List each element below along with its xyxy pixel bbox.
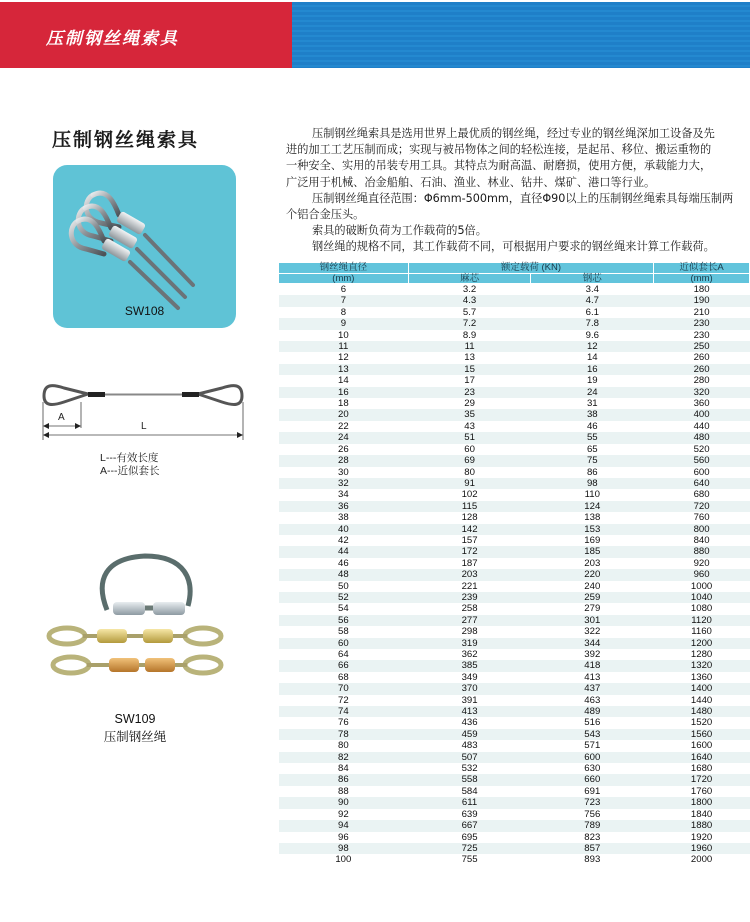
cell-fiber-core: 5.7 [408, 307, 531, 318]
cell-sleeve-length: 1720 [654, 774, 750, 785]
cell-sleeve-length: 840 [654, 535, 750, 546]
cell-steel-core: 723 [531, 797, 654, 808]
cell-steel-core: 9.6 [531, 330, 654, 341]
cell-fiber-core: 725 [408, 843, 531, 854]
table-row [279, 683, 750, 694]
cell-diameter: 9 [279, 318, 409, 329]
cell-steel-core: 437 [531, 683, 654, 694]
table-row [279, 786, 750, 797]
cell-fiber-core: 221 [408, 581, 531, 592]
product-photo-sw108 [53, 165, 236, 328]
table-row [279, 341, 750, 352]
cell-diameter: 44 [279, 546, 409, 557]
cell-steel-core: 138 [531, 512, 654, 523]
cell-diameter: 84 [279, 763, 409, 774]
cell-diameter: 42 [279, 535, 409, 546]
cell-diameter: 74 [279, 706, 409, 717]
cell-diameter: 88 [279, 786, 409, 797]
dimension-label-a: A [58, 412, 65, 423]
cell-steel-core: 6.1 [531, 307, 654, 318]
cell-steel-core: 543 [531, 729, 654, 740]
cell-fiber-core: 349 [408, 672, 531, 683]
table-row [279, 501, 750, 512]
cell-sleeve-length: 1960 [654, 843, 750, 854]
cell-steel-core: 893 [531, 854, 654, 865]
cell-steel-core: 220 [531, 569, 654, 580]
cell-steel-core: 489 [531, 706, 654, 717]
cell-steel-core: 153 [531, 524, 654, 535]
table-row [279, 432, 750, 443]
cell-sleeve-length: 320 [654, 387, 750, 398]
cell-sleeve-length: 230 [654, 330, 750, 341]
cell-fiber-core: 755 [408, 854, 531, 865]
banner-red-block [0, 2, 292, 68]
table-row [279, 706, 750, 717]
sling-dimension-diagram [38, 378, 248, 458]
cell-steel-core: 322 [531, 626, 654, 637]
cell-diameter: 60 [279, 638, 409, 649]
table-row [279, 512, 750, 523]
cell-fiber-core: 172 [408, 546, 531, 557]
header-sleeve-length: 近似套长A [654, 263, 750, 274]
cell-diameter: 64 [279, 649, 409, 660]
cell-sleeve-length: 1360 [654, 672, 750, 683]
cell-fiber-core: 8.9 [408, 330, 531, 341]
desc-line: 进的加工工艺压制而成；实现与被吊物体之间的轻松连接，是起吊、移位、搬运重物的 [286, 143, 712, 157]
table-row [279, 489, 750, 500]
cell-sleeve-length: 1920 [654, 832, 750, 843]
cell-sleeve-length: 760 [654, 512, 750, 523]
cell-diameter: 6 [279, 284, 409, 296]
cell-diameter: 96 [279, 832, 409, 843]
cell-steel-core: 16 [531, 364, 654, 375]
sw109-model: SW109 [114, 712, 156, 726]
cell-diameter: 11 [279, 341, 409, 352]
cell-diameter: 80 [279, 740, 409, 751]
cell-fiber-core: 362 [408, 649, 531, 660]
cell-diameter: 8 [279, 307, 409, 318]
cell-fiber-core: 436 [408, 717, 531, 728]
cell-fiber-core: 558 [408, 774, 531, 785]
table-row [279, 318, 750, 329]
cell-diameter: 16 [279, 387, 409, 398]
cell-fiber-core: 507 [408, 752, 531, 763]
cell-steel-core: 691 [531, 786, 654, 797]
table-row [279, 763, 750, 774]
cell-diameter: 94 [279, 820, 409, 831]
cell-fiber-core: 142 [408, 524, 531, 535]
cell-sleeve-length: 1880 [654, 820, 750, 831]
cell-sleeve-length: 1440 [654, 695, 750, 706]
cell-sleeve-length: 1480 [654, 706, 750, 717]
cell-sleeve-length: 1800 [654, 797, 750, 808]
table-row [279, 581, 750, 592]
table-row [279, 546, 750, 557]
cell-diameter: 20 [279, 409, 409, 420]
table-row [279, 603, 750, 614]
cell-sleeve-length: 1760 [654, 786, 750, 797]
product-description [286, 126, 750, 256]
table-row [279, 638, 750, 649]
cell-sleeve-length: 560 [654, 455, 750, 466]
cell-sleeve-length: 1080 [654, 603, 750, 614]
cell-fiber-core: 51 [408, 432, 531, 443]
cell-steel-core: 185 [531, 546, 654, 557]
cell-fiber-core: 391 [408, 695, 531, 706]
cell-diameter: 36 [279, 501, 409, 512]
table-row [279, 832, 750, 843]
cell-sleeve-length: 600 [654, 467, 750, 478]
cell-sleeve-length: 1640 [654, 752, 750, 763]
cell-diameter: 12 [279, 352, 409, 363]
legend-item-a: A---近似套长 [100, 465, 160, 477]
page-title: 压制钢丝绳索具 [52, 129, 200, 151]
cell-sleeve-length: 1600 [654, 740, 750, 751]
cell-diameter: 18 [279, 398, 409, 409]
cell-sleeve-length: 1520 [654, 717, 750, 728]
cell-fiber-core: 69 [408, 455, 531, 466]
cell-fiber-core: 239 [408, 592, 531, 603]
cell-fiber-core: 258 [408, 603, 531, 614]
cell-fiber-core: 4.3 [408, 295, 531, 306]
cell-sleeve-length: 680 [654, 489, 750, 500]
dimension-label-l: L [141, 421, 147, 432]
cell-fiber-core: 187 [408, 558, 531, 569]
table-row [279, 352, 750, 363]
table-row [279, 854, 750, 865]
cell-fiber-core: 23 [408, 387, 531, 398]
cell-steel-core: 516 [531, 717, 654, 728]
cell-diameter: 86 [279, 774, 409, 785]
table-row [279, 455, 750, 466]
cell-fiber-core: 584 [408, 786, 531, 797]
table-row [279, 797, 750, 808]
desc-line: 钢丝绳的规格不同，其工作载荷不同，可根据用户要求的钢丝绳来计算工作载荷。 [312, 240, 715, 254]
cell-fiber-core: 3.2 [408, 284, 531, 296]
cell-fiber-core: 611 [408, 797, 531, 808]
cell-steel-core: 418 [531, 660, 654, 671]
cell-diameter: 68 [279, 672, 409, 683]
cell-diameter: 46 [279, 558, 409, 569]
cell-diameter: 72 [279, 695, 409, 706]
cell-diameter: 92 [279, 809, 409, 820]
cell-sleeve-length: 1200 [654, 638, 750, 649]
cell-steel-core: 823 [531, 832, 654, 843]
table-row [279, 649, 750, 660]
cell-steel-core: 4.7 [531, 295, 654, 306]
grommet-loop-icon [102, 556, 190, 610]
cell-diameter: 38 [279, 512, 409, 523]
cell-sleeve-length: 230 [654, 318, 750, 329]
cell-fiber-core: 277 [408, 615, 531, 626]
cell-diameter: 78 [279, 729, 409, 740]
photo-caption-sw108: SW108 [124, 304, 165, 318]
cell-steel-core: 203 [531, 558, 654, 569]
cell-steel-core: 789 [531, 820, 654, 831]
cell-steel-core: 756 [531, 809, 654, 820]
cell-sleeve-length: 480 [654, 432, 750, 443]
cell-steel-core: 31 [531, 398, 654, 409]
table-row [279, 398, 750, 409]
cell-fiber-core: 667 [408, 820, 531, 831]
table-row [279, 444, 750, 455]
cell-fiber-core: 370 [408, 683, 531, 694]
table-row [279, 615, 750, 626]
cell-steel-core: 392 [531, 649, 654, 660]
sw109-name: 压制钢丝绳 [103, 730, 167, 744]
cell-diameter: 34 [279, 489, 409, 500]
cell-sleeve-length: 520 [654, 444, 750, 455]
cell-steel-core: 259 [531, 592, 654, 603]
cell-sleeve-length: 1280 [654, 649, 750, 660]
cell-sleeve-length: 1840 [654, 809, 750, 820]
cell-fiber-core: 80 [408, 467, 531, 478]
cell-diameter: 28 [279, 455, 409, 466]
cell-sleeve-length: 1000 [654, 581, 750, 592]
spec-table [278, 262, 750, 866]
cell-steel-core: 124 [531, 501, 654, 512]
cell-fiber-core: 17 [408, 375, 531, 386]
cell-sleeve-length: 2000 [654, 854, 750, 865]
cell-fiber-core: 298 [408, 626, 531, 637]
cell-diameter: 54 [279, 603, 409, 614]
cell-sleeve-length: 180 [654, 284, 750, 296]
header-banner [0, 2, 750, 68]
cell-diameter: 13 [279, 364, 409, 375]
cell-steel-core: 65 [531, 444, 654, 455]
table-row [279, 467, 750, 478]
header-sleeve-unit: (mm) [654, 273, 750, 284]
table-row [279, 740, 750, 751]
cell-diameter: 32 [279, 478, 409, 489]
cell-diameter: 22 [279, 421, 409, 432]
cell-fiber-core: 459 [408, 729, 531, 740]
table-row [279, 774, 750, 785]
cell-sleeve-length: 1560 [654, 729, 750, 740]
cell-sleeve-length: 360 [654, 398, 750, 409]
cell-fiber-core: 35 [408, 409, 531, 420]
cell-sleeve-length: 1120 [654, 615, 750, 626]
right-ferrule-icon [182, 392, 199, 397]
cell-steel-core: 279 [531, 603, 654, 614]
cell-fiber-core: 102 [408, 489, 531, 500]
cell-steel-core: 75 [531, 455, 654, 466]
table-row [279, 295, 750, 306]
cell-diameter: 30 [279, 467, 409, 478]
table-row [279, 284, 750, 296]
header-diameter-unit: (mm) [279, 273, 409, 284]
cell-fiber-core: 60 [408, 444, 531, 455]
cell-sleeve-length: 400 [654, 409, 750, 420]
cell-sleeve-length: 260 [654, 364, 750, 375]
table-row [279, 478, 750, 489]
table-row [279, 569, 750, 580]
cell-sleeve-length: 250 [654, 341, 750, 352]
cell-steel-core: 14 [531, 352, 654, 363]
cell-diameter: 82 [279, 752, 409, 763]
cell-sleeve-length: 1040 [654, 592, 750, 603]
cell-diameter: 24 [279, 432, 409, 443]
cell-fiber-core: 7.2 [408, 318, 531, 329]
cell-sleeve-length: 800 [654, 524, 750, 535]
cell-sleeve-length: 260 [654, 352, 750, 363]
cell-steel-core: 301 [531, 615, 654, 626]
cell-fiber-core: 91 [408, 478, 531, 489]
table-row [279, 421, 750, 432]
table-row [279, 672, 750, 683]
cell-steel-core: 46 [531, 421, 654, 432]
cell-sleeve-length: 1400 [654, 683, 750, 694]
cell-steel-core: 55 [531, 432, 654, 443]
table-row [279, 729, 750, 740]
cell-fiber-core: 413 [408, 706, 531, 717]
header-fiber-core: 麻芯 [408, 273, 531, 284]
cell-steel-core: 24 [531, 387, 654, 398]
legend-item-l: L---有效长度 [100, 452, 159, 464]
cell-diameter: 56 [279, 615, 409, 626]
cell-diameter: 10 [279, 330, 409, 341]
cell-fiber-core: 483 [408, 740, 531, 751]
cell-diameter: 7 [279, 295, 409, 306]
table-row [279, 307, 750, 318]
table-row [279, 364, 750, 375]
cell-diameter: 52 [279, 592, 409, 603]
cell-fiber-core: 203 [408, 569, 531, 580]
cell-sleeve-length: 1320 [654, 660, 750, 671]
cell-steel-core: 660 [531, 774, 654, 785]
table-row [279, 752, 750, 763]
cell-steel-core: 98 [531, 478, 654, 489]
header-steel-core: 钢芯 [531, 273, 654, 284]
banner-title: 压制钢丝绳索具 [46, 29, 179, 49]
cell-fiber-core: 115 [408, 501, 531, 512]
cell-diameter: 100 [279, 854, 409, 865]
table-row [279, 695, 750, 706]
desc-line: 广泛用于机械、冶金船舶、石油、渔业、林业、钻井、煤矿、港口等行业。 [286, 175, 656, 189]
table-row [279, 558, 750, 569]
photo-caption-sw109 [60, 710, 210, 746]
cell-steel-core: 240 [531, 581, 654, 592]
cell-steel-core: 600 [531, 752, 654, 763]
cell-fiber-core: 128 [408, 512, 531, 523]
desc-line: 压制钢丝绳索具是选用世界上最优质的钢丝绳，经过专业的钢丝绳深加工设备及先 [312, 127, 715, 140]
desc-line: 压制钢丝绳直径范围：Φ6mm-500mm，直径Φ90以上的压制钢丝绳索具每端压制两 [312, 191, 734, 205]
cell-steel-core: 413 [531, 672, 654, 683]
diagram-legend [100, 452, 160, 478]
table-row [279, 592, 750, 603]
left-eye-loop-icon [44, 386, 88, 405]
cell-diameter: 40 [279, 524, 409, 535]
cell-sleeve-length: 640 [654, 478, 750, 489]
cell-diameter: 50 [279, 581, 409, 592]
cell-diameter: 70 [279, 683, 409, 694]
table-row [279, 717, 750, 728]
cell-diameter: 98 [279, 843, 409, 854]
cell-steel-core: 38 [531, 409, 654, 420]
table-row [279, 843, 750, 854]
table-row [279, 375, 750, 386]
cell-fiber-core: 29 [408, 398, 531, 409]
cell-steel-core: 463 [531, 695, 654, 706]
desc-line: 一种安全、实用的吊装专用工具。其特点为耐高温、耐磨损，使用方便，承载能力大， [286, 159, 712, 173]
cell-fiber-core: 695 [408, 832, 531, 843]
cell-steel-core: 86 [531, 467, 654, 478]
cell-sleeve-length: 440 [654, 421, 750, 432]
cell-steel-core: 571 [531, 740, 654, 751]
cell-fiber-core: 15 [408, 364, 531, 375]
cell-sleeve-length: 210 [654, 307, 750, 318]
cell-diameter: 66 [279, 660, 409, 671]
cell-diameter: 90 [279, 797, 409, 808]
cell-steel-core: 19 [531, 375, 654, 386]
table-row [279, 524, 750, 535]
cell-diameter: 76 [279, 717, 409, 728]
cell-steel-core: 344 [531, 638, 654, 649]
cell-steel-core: 630 [531, 763, 654, 774]
cell-sleeve-length: 280 [654, 375, 750, 386]
table-row [279, 330, 750, 341]
table-row [279, 660, 750, 671]
cell-steel-core: 7.8 [531, 318, 654, 329]
cell-steel-core: 110 [531, 489, 654, 500]
desc-line: 个铝合金压头。 [286, 208, 365, 222]
cell-diameter: 14 [279, 375, 409, 386]
left-ferrule-icon [88, 392, 105, 397]
cell-fiber-core: 385 [408, 660, 531, 671]
cell-steel-core: 3.4 [531, 284, 654, 296]
cell-fiber-core: 43 [408, 421, 531, 432]
cell-fiber-core: 11 [408, 341, 531, 352]
cell-steel-core: 12 [531, 341, 654, 352]
cell-fiber-core: 157 [408, 535, 531, 546]
cell-steel-core: 169 [531, 535, 654, 546]
cell-sleeve-length: 720 [654, 501, 750, 512]
cell-sleeve-length: 1160 [654, 626, 750, 637]
header-diameter: 钢丝绳直径 [279, 263, 409, 274]
cell-fiber-core: 13 [408, 352, 531, 363]
table-row [279, 535, 750, 546]
right-eye-loop-icon [198, 386, 242, 405]
cell-steel-core: 857 [531, 843, 654, 854]
desc-line: 索具的破断负荷为工作载荷的5倍。 [312, 224, 487, 238]
table-row [279, 809, 750, 820]
banner-blue-block [292, 2, 750, 68]
table-row [279, 409, 750, 420]
header-rated-load: 额定载荷 (KN) [408, 263, 653, 274]
cell-diameter: 58 [279, 626, 409, 637]
product-photo-sw109 [45, 550, 225, 680]
table-row [279, 820, 750, 831]
spec-table-body [279, 284, 750, 866]
cell-diameter: 48 [279, 569, 409, 580]
cell-sleeve-length: 960 [654, 569, 750, 580]
cell-diameter: 26 [279, 444, 409, 455]
cell-fiber-core: 639 [408, 809, 531, 820]
cell-fiber-core: 319 [408, 638, 531, 649]
table-row [279, 626, 750, 637]
cell-sleeve-length: 1680 [654, 763, 750, 774]
cell-sleeve-length: 880 [654, 546, 750, 557]
table-row [279, 387, 750, 398]
cell-fiber-core: 532 [408, 763, 531, 774]
cell-sleeve-length: 190 [654, 295, 750, 306]
cell-sleeve-length: 920 [654, 558, 750, 569]
